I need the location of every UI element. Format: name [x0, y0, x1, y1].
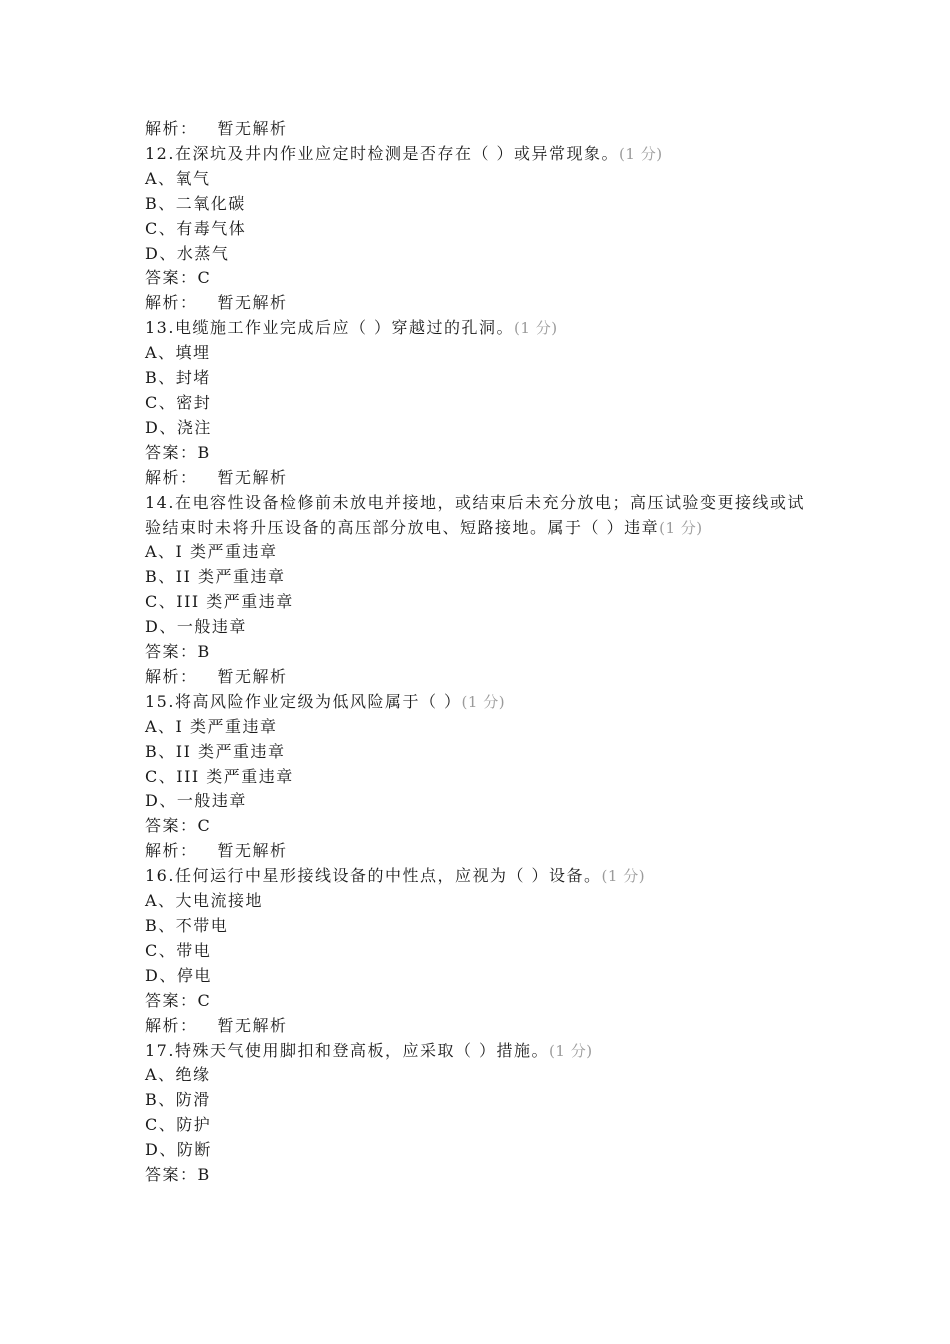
option-item: C、有毒气体 [145, 218, 247, 238]
question-stem [145, 491, 810, 541]
option-item: B、II 类严重违章 [145, 567, 286, 587]
question-stem [145, 1039, 810, 1064]
answer-line [145, 814, 810, 839]
question-stem [145, 690, 810, 715]
option-item: D、停电 [145, 965, 212, 985]
explanation-line [145, 665, 810, 690]
option-item: C、防护 [145, 1115, 212, 1135]
answer-line [145, 989, 810, 1014]
question-text: 15.将高风险作业定级为低风险属于（ ） [145, 691, 462, 711]
explanation-line [145, 839, 810, 864]
explanation-label: 解析： [145, 293, 198, 313]
explanation-line [145, 1014, 810, 1039]
explanation-text: 暂无解析 [217, 666, 288, 686]
question-score: (1 分) [659, 518, 703, 537]
answer-label: 答案： [145, 990, 198, 1010]
question-text: 14.在电容性设备检修前未放电并接地，或结束后未充分放电；高压试验变更接线或试验结束时未将升压设备的高压部分放电、短路接地。属于（ ）违章 [145, 492, 805, 537]
question-list [145, 142, 810, 1188]
explanation-label: 解析： [145, 119, 198, 138]
option-item: B、不带电 [145, 916, 229, 935]
explanation-text: 暂无解析 [217, 293, 288, 313]
answer-value: C [197, 268, 212, 288]
option-item: C、带电 [145, 940, 212, 960]
question-stem [145, 142, 810, 167]
explanation-line [145, 466, 810, 491]
option-item: A、大电流接地 [145, 891, 264, 911]
question-block [145, 316, 810, 490]
option-item: B、封堵 [145, 368, 211, 388]
answer-value: B [197, 1165, 211, 1185]
question-text: 16.任何运行中星形接线设备的中性点，应视为（ ）设备。 [145, 866, 602, 886]
question-block [145, 864, 810, 1038]
answer-line [145, 640, 810, 665]
explanation-text: 暂无解析 [217, 841, 288, 861]
option-item: D、一般违章 [145, 791, 247, 811]
option-item: A、I 类严重违章 [145, 716, 278, 736]
question-text: 12.在深坑及井内作业应定时检测是否存在（ ）或异常现象。 [145, 143, 620, 163]
answer-value: C [197, 816, 212, 836]
explanation-label: 解析： [145, 666, 198, 686]
answer-label: 答案： [145, 268, 198, 288]
explanation-line [145, 291, 810, 316]
option-item: B、二氧化碳 [145, 193, 246, 213]
answer-value: C [197, 990, 212, 1010]
option-item: C、III 类严重违章 [145, 766, 294, 786]
answer-line [145, 441, 810, 466]
option-item: D、防断 [145, 1140, 212, 1160]
question-block [145, 491, 810, 690]
question-block [145, 690, 810, 864]
option-item: B、防滑 [145, 1090, 211, 1110]
question-score: (1 分) [461, 692, 506, 711]
question-stem [145, 316, 810, 341]
answer-label: 答案： [145, 642, 198, 662]
option-item: D、浇注 [145, 417, 212, 437]
option-item: D、水蒸气 [145, 243, 230, 263]
question-text: 13.电缆施工作业完成后应（ ）穿越过的孔洞。 [145, 318, 515, 338]
option-item: A、氧气 [145, 168, 211, 188]
question-stem [145, 864, 810, 889]
option-item: A、I 类严重违章 [145, 542, 278, 562]
document-body [145, 117, 810, 1188]
option-item: C、III 类严重违章 [145, 592, 294, 612]
answer-label: 答案： [145, 1165, 198, 1185]
question-score: (1 分) [619, 144, 663, 163]
question-block [145, 142, 810, 316]
answer-label: 答案： [145, 816, 198, 836]
answer-label: 答案： [145, 442, 198, 462]
answer-value: B [197, 642, 211, 662]
question-score: (1 分) [601, 867, 646, 886]
question-text: 17.特殊天气使用脚扣和登高板，应采取（ ）措施。 [145, 1040, 550, 1060]
question-score: (1 分) [514, 319, 558, 338]
answer-value: B [197, 442, 211, 462]
question-block [145, 1039, 810, 1188]
answer-line [145, 1163, 810, 1188]
explanation-label: 解析： [145, 467, 198, 487]
answer-line [145, 266, 810, 291]
explanation-label: 解析： [145, 1015, 198, 1035]
option-item: A、填埋 [145, 343, 211, 363]
explanation-text: 暂无解析 [217, 119, 288, 138]
option-item: C、密封 [145, 392, 212, 412]
question-score: (1 分) [549, 1041, 593, 1060]
explanation-text: 暂无解析 [217, 1015, 288, 1035]
explanation-line [145, 117, 810, 142]
explanation-text: 暂无解析 [217, 467, 288, 487]
explanation-label: 解析： [145, 841, 198, 861]
option-item: D、一般违章 [145, 617, 247, 637]
option-item: B、II 类严重违章 [145, 741, 286, 761]
option-item: A、绝缘 [145, 1065, 211, 1085]
